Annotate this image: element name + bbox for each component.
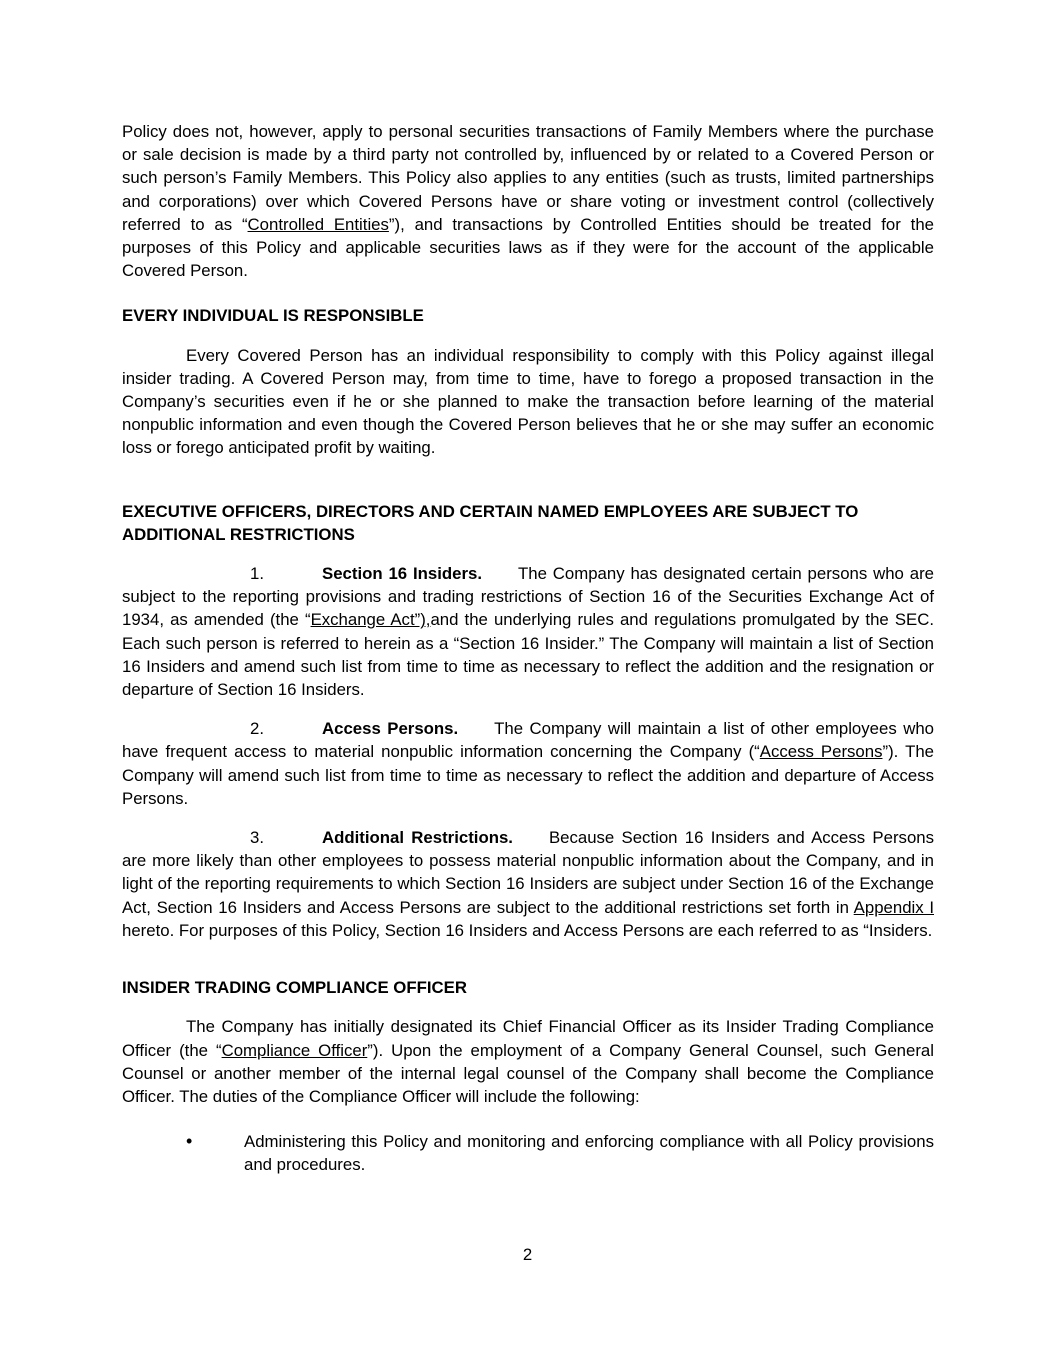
compliance-duties-list bbox=[122, 1130, 934, 1176]
compliance-text-part-2: ”). Upon the employment of a Company General Counsel, such General Counsel or another member of the internal legal counsel of the Company shall become the Compliance Officer. The duties of the Compliance Officer will include the following: bbox=[122, 1040, 934, 1106]
item-2-runin: Access Persons. bbox=[322, 719, 459, 739]
bullet-icon: • bbox=[186, 1131, 193, 1152]
term-compliance-officer: Compliance Officer bbox=[221, 1040, 368, 1060]
item-3-text-part-1: Because Section 16 Insiders and Access Persons are more likely than other employees to possess material nonpublic information about the Company, and in light of the reporting requirements to which Section 16 Insiders are subject under Section 16 of the Exchange Act, Section 16 Insiders and Access Persons are subject to the additional restrictions set forth in bbox=[122, 828, 934, 917]
intro-text-part-2: ”), and transactions by Controlled Entities should be treated for the purposes of this Policy and applicable securities laws as if they were for the account of the applicable Covered Person. bbox=[122, 214, 934, 281]
item-2-text-part-1: The Company will maintain a list of other employees who have frequent access to material nonpublic information concerning the Company (“ bbox=[122, 719, 934, 762]
heading-executive-officers: EXECUTIVE OFFICERS, DIRECTORS AND CERTAIN NAMED EMPLOYEES ARE SUBJECT TO ADDITIONAL RESTRICTIONS bbox=[122, 501, 859, 544]
item-1-runin: Section 16 Insiders. bbox=[322, 564, 483, 584]
item-3-text-part-2: hereto. For purposes of this Policy, Section 16 Insiders and Access Persons are each referred to as “Insiders. bbox=[122, 920, 933, 940]
paragraph-intro bbox=[122, 120, 934, 282]
paragraph-every-individual: Every Covered Person has an individual responsibility to comply with this Policy against illegal insider trading. A Covered Person may, from time to time, have to forego a proposed transaction in the Company’s securities even if he or she planned to make the transaction before learning of the material nonpublic information and even though the Covered Person believes that he or she may suffer an economic loss or forego anticipated profit by waiting. bbox=[122, 345, 934, 458]
intro-text-part-1: Policy does not, however, apply to personal securities transactions of Family Members where the purchase or sale decision is made by a third party not controlled by, influenced by or related to a Covered Person or such person’s Family Members. This Policy also applies to any entities (such as trusts, limited partnerships and corporations) over which Covered Persons have or share voting or investment control (collectively referred to as “ bbox=[122, 122, 934, 234]
item-3-runin: Additional Restrictions. bbox=[322, 828, 513, 848]
numbered-item-2 bbox=[122, 717, 934, 810]
heading-every-individual: EVERY INDIVIDUAL IS RESPONSIBLE bbox=[122, 306, 424, 326]
numbered-item-1 bbox=[122, 562, 934, 701]
item-2-text-part-2: ”). The Company will amend such list from time to time as necessary to reflect the addition and departure of Access Persons. bbox=[122, 742, 934, 808]
page-number: 2 bbox=[522, 1245, 533, 1264]
list-item-label: Administering this Policy and monitoring and enforcing compliance with all Policy provisions and procedures. bbox=[244, 1132, 934, 1175]
item-1-text-part-2: and the underlying rules and regulations promulgated by the SEC. Each such person is referred to herein as a “Section 16 Insider.” The Company will maintain a list of Section 16 Insiders and amend such list from time to time as necessary to reflect the addition and the resignation or departure of Section 16 Insiders. bbox=[122, 610, 934, 700]
item-1-text-part-1: The Company has designated certain persons who are subject to the reporting provisions and trading restrictions of Section 16 of the Securities Exchange Act of 1934, as amended (the “ bbox=[122, 564, 935, 630]
paragraph-compliance-officer bbox=[122, 1015, 934, 1108]
item-3-number: 3. bbox=[250, 828, 264, 848]
compliance-text-part-1: The Company has initially designated its Chief Financial Officer as its Insider Trading Compliance Officer (the “ bbox=[122, 1017, 934, 1060]
numbered-item-3 bbox=[122, 826, 934, 942]
term-appendix-i: Appendix I bbox=[853, 897, 934, 917]
list-item bbox=[186, 1130, 934, 1176]
heading-compliance-officer: INSIDER TRADING COMPLIANCE OFFICER bbox=[122, 978, 467, 998]
term-access-persons: Access Persons bbox=[759, 742, 883, 762]
term-exchange-act: Exchange Act”), bbox=[310, 610, 431, 630]
item-2-number: 2. bbox=[250, 719, 264, 739]
term-controlled-entities: Controlled Entities bbox=[247, 214, 389, 234]
item-1-number: 1. bbox=[250, 564, 264, 584]
document-body bbox=[122, 120, 934, 1177]
